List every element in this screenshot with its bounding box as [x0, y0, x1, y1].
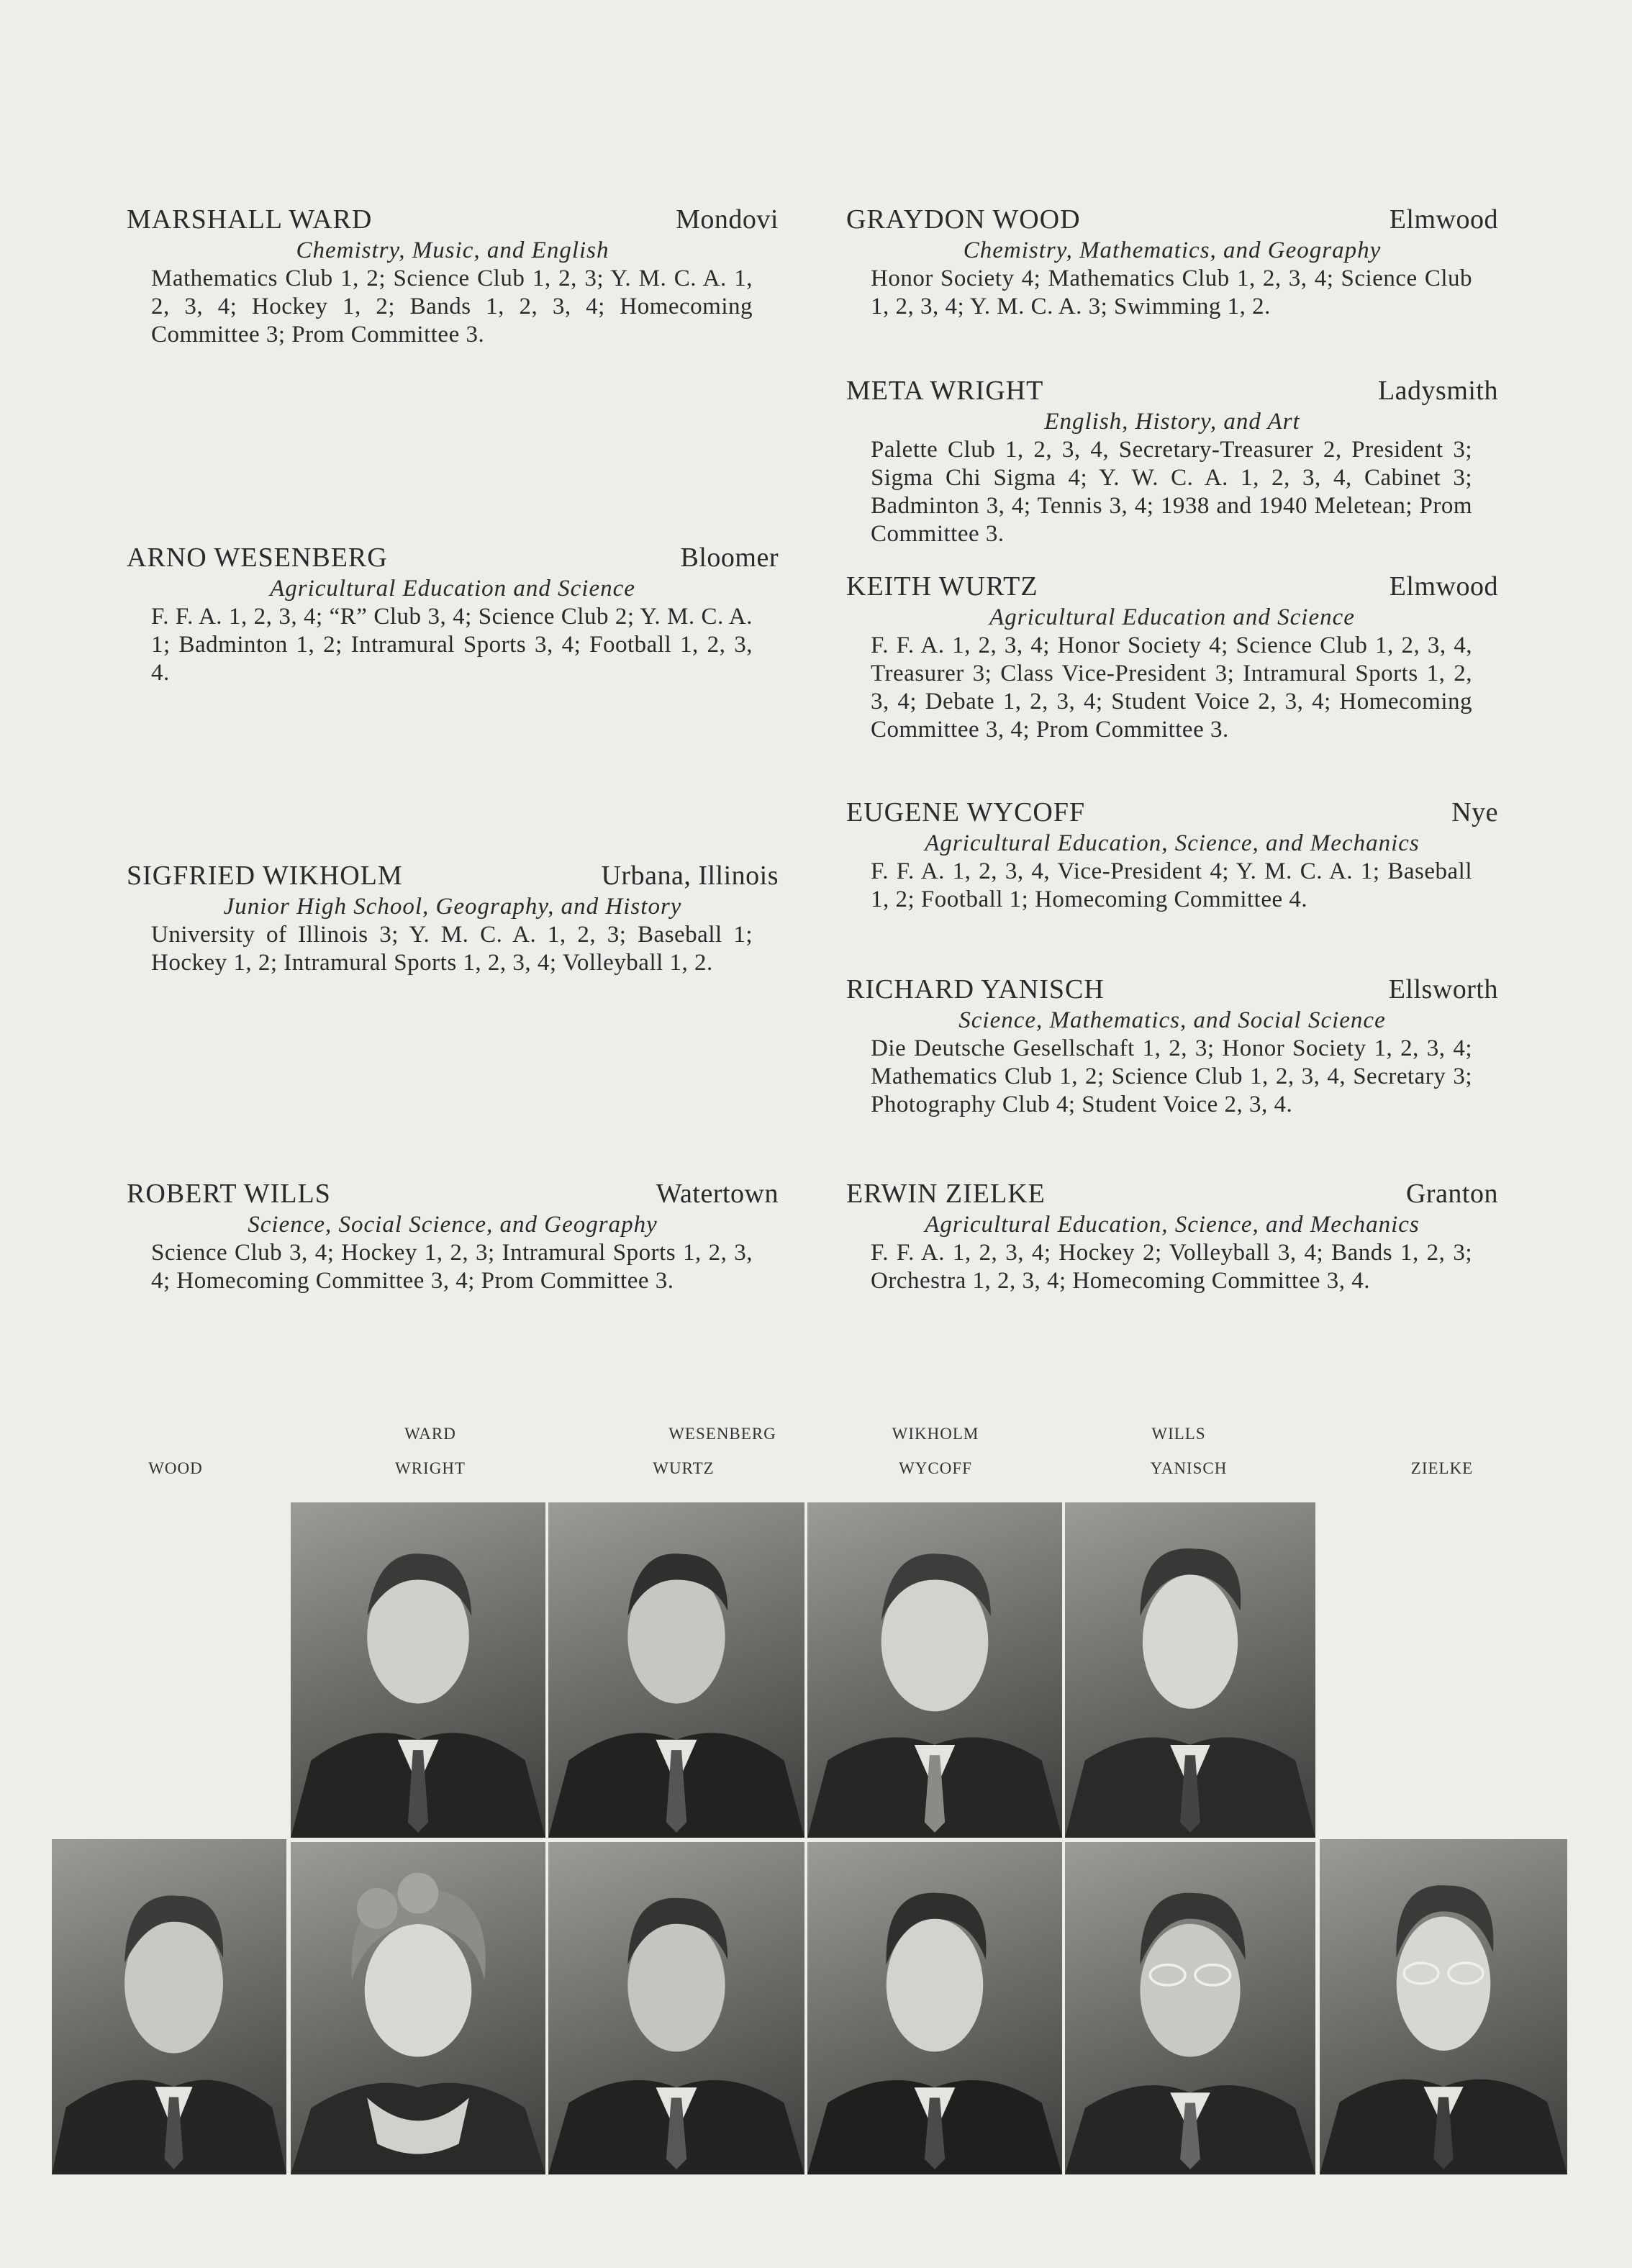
- student-subjects: Junior High School, Geography, and History: [223, 894, 682, 920]
- student-subjects: Agricultural Education and Science: [989, 604, 1355, 630]
- caption-top: WILLS: [1151, 1425, 1206, 1443]
- student-entry-wikholm: [127, 859, 779, 977]
- portrait-photo-wycoff: [807, 1842, 1062, 2174]
- student-entry-wycoff: [846, 796, 1498, 914]
- student-activities: F. F. A. 1, 2, 3, 4, Vice-President 4; Y. M. C. A. 1; Baseball 1, 2; Football 1; Homecoming Committee 4.: [871, 858, 1472, 912]
- portrait-photo-wurtz: [548, 1842, 804, 2174]
- student-hometown: Bloomer: [680, 543, 779, 573]
- student-hometown: Elmwood: [1389, 571, 1498, 602]
- caption-top: WIKHOLM: [892, 1425, 979, 1443]
- student-subjects: Science, Mathematics, and Social Science: [958, 1007, 1386, 1033]
- student-activities: University of Illinois 3; Y. M. C. A. 1, 2, 3; Baseball 1; Hockey 1, 2; Intramural Sports 1, 2, 3, 4; Volleyball 1, 2.: [151, 922, 753, 976]
- portrait-photo-ward: [291, 1502, 545, 1838]
- student-hometown: Watertown: [656, 1179, 779, 1209]
- caption-bottom: WURTZ: [653, 1459, 715, 1477]
- portrait-photo-yanisch: [1065, 1842, 1315, 2174]
- student-activities: F. F. A. 1, 2, 3, 4; Honor Society 4; Science Club 1, 2, 3, 4, Treasurer 3; Class Vice-President 3; Intramural Sports 1, 2, 3, 4; Debate 1, 2, 3, 4; Student Voice 2, 3, 4; Homecoming Committee 3, 4; Prom Committee 3.: [871, 632, 1472, 743]
- student-name: ARNO WESENBERG: [127, 543, 388, 573]
- student-name: ROBERT WILLS: [127, 1179, 331, 1209]
- student-entry-ward: [127, 203, 779, 349]
- caption-bottom: WOOD: [148, 1459, 203, 1477]
- student-subjects: Agricultural Education, Science, and Mechanics: [925, 1212, 1420, 1238]
- portrait-photo-zielke: [1320, 1839, 1567, 2174]
- student-activities: Palette Club 1, 2, 3, 4, Secretary-Treasurer 2, President 3; Sigma Chi Sigma 4; Y. W. C. A. 1, 2, 3, 4, Cabinet 3; Badminton 3, 4; Tennis 3, 4; 1938 and 1940 Meletean; Prom Committee 3.: [871, 437, 1472, 547]
- student-entry-zielke: [846, 1177, 1498, 1295]
- student-entry-wright: [846, 374, 1498, 548]
- student-name: MARSHALL WARD: [127, 204, 373, 235]
- caption-bottom: YANISCH: [1150, 1459, 1228, 1477]
- student-name: GRAYDON WOOD: [846, 204, 1081, 235]
- caption-top: WESENBERG: [668, 1425, 776, 1443]
- student-name: META WRIGHT: [846, 376, 1044, 406]
- student-entry-wesenberg: [127, 541, 779, 687]
- student-hometown: Ellsworth: [1388, 974, 1498, 1004]
- student-hometown: Nye: [1451, 797, 1498, 827]
- student-activities: Science Club 3, 4; Hockey 1, 2, 3; Intramural Sports 1, 2, 3, 4; Homecoming Committee 3, 4; Prom Committee 3.: [151, 1240, 753, 1294]
- student-entry-yanisch: [846, 973, 1498, 1119]
- student-hometown: Granton: [1405, 1179, 1498, 1209]
- student-hometown: Elmwood: [1389, 204, 1498, 235]
- student-hometown: Urbana, Illinois: [601, 861, 779, 891]
- student-entry-wills: [127, 1177, 779, 1295]
- student-subjects: Agricultural Education and Science: [270, 576, 635, 602]
- student-activities: Honor Society 4; Mathematics Club 1, 2, 3, 4; Science Club 1, 2, 3, 4; Y. M. C. A. 3; Swimming 1, 2.: [871, 266, 1472, 319]
- student-name: EUGENE WYCOFF: [846, 797, 1086, 827]
- student-name: KEITH WURTZ: [846, 571, 1038, 602]
- student-subjects: Agricultural Education, Science, and Mechanics: [925, 830, 1420, 856]
- portrait-photo-wikholm: [807, 1502, 1062, 1838]
- caption-bottom: WYCOFF: [899, 1459, 972, 1477]
- student-entry-wurtz: [846, 570, 1498, 744]
- student-activities: Mathematics Club 1, 2; Science Club 1, 2, 3; Y. M. C. A. 1, 2, 3, 4; Hockey 1, 2; Bands 1, 2, 3, 4; Homecoming Committee 3; Prom Committee 3.: [151, 266, 753, 348]
- student-activities: F. F. A. 1, 2, 3, 4; “R” Club 3, 4; Science Club 2; Y. M. C. A. 1; Badminton 1, 2; Intramural Sports 3, 4; Football 1, 2, 3, 4.: [151, 604, 753, 686]
- student-name: ERWIN ZIELKE: [846, 1179, 1046, 1209]
- student-hometown: Mondovi: [676, 204, 779, 235]
- student-subjects: English, History, and Art: [1044, 409, 1300, 435]
- caption-bottom: ZIELKE: [1410, 1459, 1474, 1477]
- portrait-photo-wood: [52, 1839, 286, 2174]
- student-name: RICHARD YANISCH: [846, 974, 1105, 1004]
- student-subjects: Chemistry, Music, and English: [296, 237, 609, 263]
- portrait-photo-wesenberg: [548, 1502, 804, 1838]
- portrait-photo-wills: [1065, 1502, 1315, 1838]
- student-subjects: Science, Social Science, and Geography: [248, 1212, 658, 1238]
- student-subjects: Chemistry, Mathematics, and Geography: [963, 237, 1382, 263]
- caption-bottom: WRIGHT: [395, 1459, 466, 1477]
- caption-top: WARD: [404, 1425, 456, 1443]
- student-name: SIGFRIED WIKHOLM: [127, 861, 403, 891]
- student-activities: Die Deutsche Gesellschaft 1, 2, 3; Honor Society 1, 2, 3, 4; Mathematics Club 1, 2; Science Club 1, 2, 3, 4, Secretary 3; Photography Club 4; Student Voice 2, 3, 4.: [871, 1035, 1472, 1117]
- student-entry-wood: [846, 203, 1498, 321]
- student-hometown: Ladysmith: [1377, 376, 1498, 406]
- student-activities: F. F. A. 1, 2, 3, 4; Hockey 2; Volleyball 3, 4; Bands 1, 2, 3; Orchestra 1, 2, 3, 4; Homecoming Committee 3, 4.: [871, 1240, 1472, 1294]
- portrait-photo-wright: [291, 1842, 545, 2174]
